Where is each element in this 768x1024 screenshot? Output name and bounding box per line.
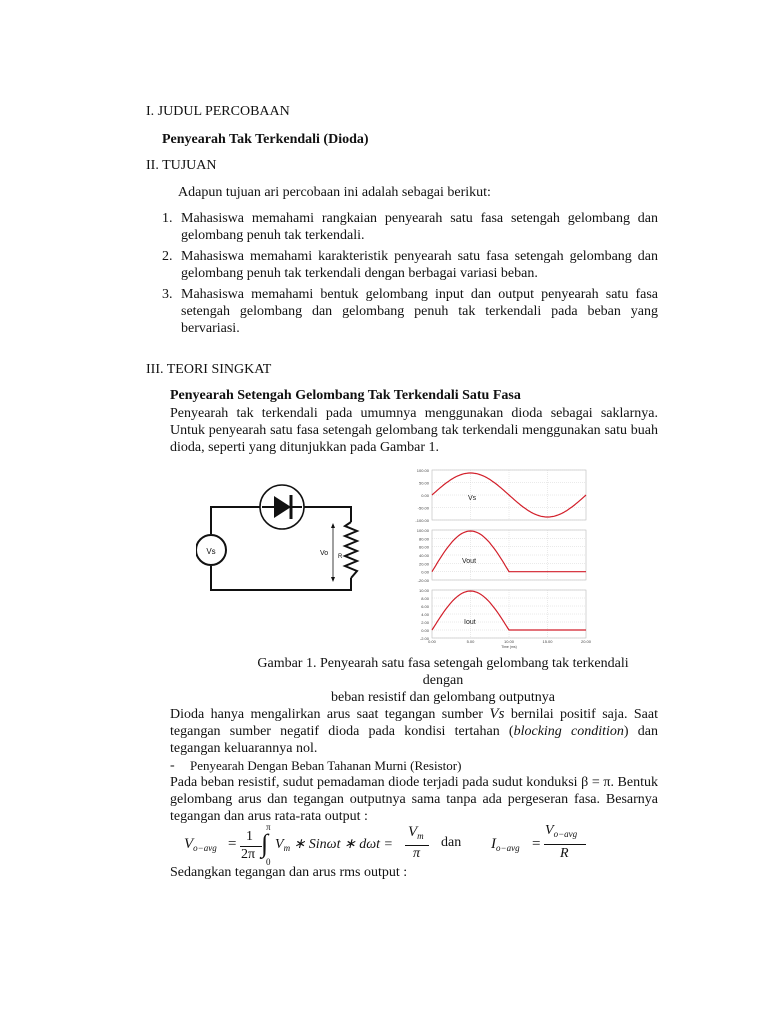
waveform-label: Vout — [462, 558, 477, 565]
output-voltage-arrow — [320, 523, 343, 582]
waveform-label: Vs — [468, 495, 477, 502]
y-tick-label: 40.00 — [418, 553, 429, 558]
output-voltage-label: Vo — [320, 550, 329, 557]
list-item: 3. Mahasiswa memahami bentuk gelombang input dan output penyearah satu fasa setengah gelombang dan gelombang penuh tak terkendali pada beban yang bervariasi. — [162, 287, 658, 336]
waveform-label: Iout — [464, 619, 476, 626]
y-tick-label: -100.00 — [415, 518, 429, 523]
y-tick-label: -20.00 — [417, 578, 429, 583]
list-item: 2. Mahasiswa memahami karakteristik penyearah satu fasa setengah gelombang dan gelombang penuh tak terkendali dengan berbagai variasi beban. — [162, 249, 658, 281]
diode-symbol — [260, 485, 304, 529]
y-tick-label: 2.00 — [421, 620, 429, 625]
y-tick-label: 8.00 — [421, 596, 429, 601]
objectives-intro: Adapun tujuan ari percobaan ini adalah sebagai berikut: — [178, 185, 491, 200]
resistor-label: R — [338, 554, 343, 560]
objectives-list — [162, 210, 658, 341]
y-tick-label: 60.00 — [418, 544, 429, 550]
y-tick-label: 100.00 — [416, 528, 429, 533]
y-tick-label: 80.00 — [418, 536, 429, 542]
caption-line-2: beban resistif dan gelombang outputnya — [331, 690, 555, 705]
half-wave-rectifier-circuit — [196, 474, 366, 600]
y-tick-label: 50.00 — [418, 480, 429, 486]
y-tick-label: 20.00 — [418, 561, 429, 567]
experiment-title: Penyearah Tak Terkendali (Dioda) — [162, 132, 369, 147]
waveform-plots — [398, 464, 594, 650]
caption-line-1: Gambar 1. Penyearah satu fasa setengah gelombang tak terkendali dengan — [257, 656, 629, 688]
y-tick-label: 6.00 — [421, 604, 429, 609]
subsection-title: Penyearah Setengah Gelombang Tak Terkendali Satu Fasa — [170, 388, 521, 403]
y-tick-label: 4.00 — [421, 612, 429, 617]
list-item: 1. Mahasiswa memahami rangkaian penyearah satu fasa setengah gelombang dan gelombang penuh tak terkendali. — [162, 211, 658, 243]
theory-paragraph-4: Sedangkan tegangan dan arus rms output : — [170, 865, 408, 880]
y-tick-label: 100.00 — [416, 468, 429, 473]
x-tick-label: 20.00 — [580, 639, 592, 644]
y-tick-label: -2.00 — [419, 636, 429, 641]
section2-heading: II. TUJUAN — [146, 158, 217, 173]
theory-paragraph-1: Penyearah tak terkendali pada umumnya menggunakan dioda sebagai saklarnya. Untuk penyearah satu fasa setengah gelombang tak terkendali menggunakan satu buah dioda, seperti yang ditunjukkan pada Gambar 1. — [170, 406, 658, 455]
x-axis-label: Time (ms) — [501, 645, 517, 649]
y-tick-label: 0.00 — [421, 569, 429, 575]
source-label: Vs — [206, 547, 216, 556]
bullet-marker: - — [170, 758, 175, 773]
y-tick-label: 10.00 — [418, 588, 429, 593]
x-tick-label: 5.00 — [466, 639, 475, 644]
theory-paragraph-2: Dioda hanya mengalirkan arus saat tegangan sumber Vs bernilai positif saja. Saat tegangan sumber negatif dioda pada kondisi tertahan (blocking condition) dan tegangan keluarannya nol. — [170, 706, 658, 756]
theory-paragraph-3: Pada beban resistif, sudut pemadaman diode terjadi pada sudut konduksi β = π. Bentuk gelombang arus dan tegangan outputnya sama tanpa ada pergeseran fasa. Besarnya tegangan dan arus rata-rata output : — [170, 775, 658, 824]
x-tick-label: 15.00 — [542, 639, 553, 644]
section3-heading: III. TEORI SINGKAT — [146, 362, 272, 377]
figure-caption — [248, 655, 638, 706]
document-page: I. JUDUL PERCOBAAN Penyearah Tak Terkendali (Dioda) II. TUJUAN Adapun tujuan ari percobaan ini adalah sebagai berikut: 1. Mahasiswa memahami rangkaian penyearah satu fasa setengah gelombang dan gelombang penuh tak terkendali. 2. Mahasiswa memahami karakteristik penyearah satu fasa setengah gelombang dan gelombang penuh tak terkendali dengan berbagai variasi beban. 3. Mahasiswa memahami bentuk gelombang input dan output penyearah satu fasa setengah gelombang dan gelombang penuh tak terkendali pada beban yang bervariasi. III. TEORI SINGKAT Penyearah Setengah Gelombang Tak Terkendali Satu Fasa Penyearah tak terkendali pada umumnya menggunakan dioda sebagai saklarnya. Untuk penyearah satu fasa setengah gelombang tak terkendali menggunakan satu buah dioda, seperti yang ditunjukkan pada Gambar 1. Vs Vo R 100.00 50.00 0.00 -50.00 -100.00 Vs 100.00 80.00 60.00 40.00 20.00 0.00 -20.00 Vout 10.00 8.00 6.00 4.00 2.00 0.00 -2.00 Iout 0.00 5.00 10.00 15.00 20.00 Time (ms) Gambar 1. Penyearah satu fasa setengah gelombang tak terkendali dengan beban resistif dan gelombang outputnya Dioda hanya mengalirkan arus saat tegangan sumber Vs bernilai positif saja. Saat tegangan sumber negatif dioda pada kondisi tertahan (blocking condition) dan tegangan keluarannya nol. - Penyearah Dengan Beban Tahanan Murni (Resistor) Pada beban resistif, sudut pemadaman diode terjadi pada sudut konduksi β = π. Bentuk gelombang arus dan tegangan outputnya sama tanpa ada pergeseran fasa. Besarnya tegangan dan arus rata-rata output : $V_{o-avg}$ = 1 2π π ∫ 0 $V_m$ ∗ Sinωt ∗ dωt = $V_m$ π dan $I_{o-avg}$ = $V_{o-avg}$ R Sedangkan tegangan dan arus rms output : — [146, 104, 658, 880]
y-tick-label: -50.00 — [417, 505, 429, 511]
x-tick-label: 10.00 — [503, 639, 515, 644]
source-circle — [196, 535, 226, 565]
y-tick-label: 0.00 — [421, 628, 429, 633]
section1-heading: I. JUDUL PERCOBAAN — [146, 104, 290, 119]
x-tick-label: 0.00 — [428, 639, 436, 644]
bullet-text: Penyearah Dengan Beban Tahanan Murni (Resistor) — [190, 758, 462, 773]
y-tick-label: 0.00 — [421, 493, 429, 498]
